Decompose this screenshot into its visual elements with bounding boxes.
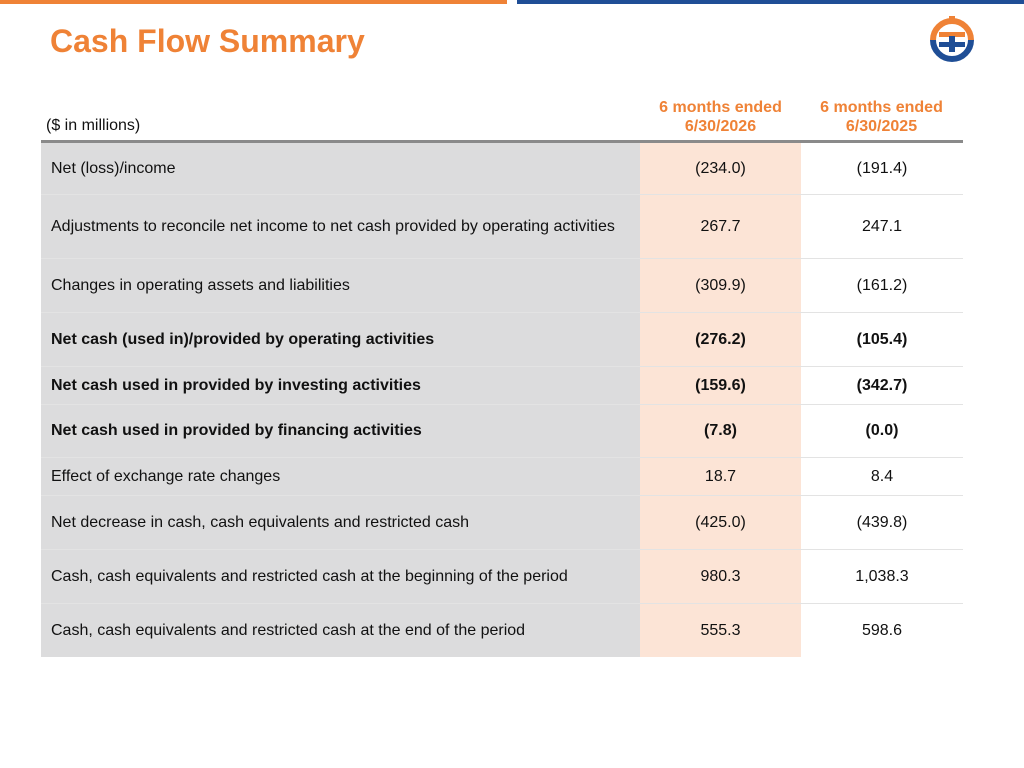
value-2025: 598.6 [801, 604, 963, 657]
table-row-subtotal [41, 405, 963, 458]
column-header-2026-line1: 6 months ended [659, 99, 782, 116]
top-accent-bar-orange [0, 0, 507, 4]
table-row [41, 195, 963, 259]
value-2026: 980.3 [640, 550, 801, 603]
table-row [41, 550, 963, 604]
row-label: Net cash (used in)/provided by operating activities [41, 313, 640, 366]
value-2026: (425.0) [640, 496, 801, 549]
table-row [41, 604, 963, 657]
value-2026: 267.7 [640, 195, 801, 258]
table-row-subtotal [41, 313, 963, 367]
row-label: Cash, cash equivalents and restricted cash at the beginning of the period [41, 550, 640, 603]
value-2025: (0.0) [801, 405, 963, 457]
value-2025: (161.2) [801, 259, 963, 312]
page-title: Cash Flow Summary [50, 23, 365, 59]
column-header-2026 [640, 98, 801, 136]
column-header-2025-line1: 6 months ended [820, 99, 943, 116]
value-2026: (234.0) [640, 143, 801, 194]
table-row [41, 496, 963, 550]
value-2025: (439.8) [801, 496, 963, 549]
value-2025: 247.1 [801, 195, 963, 258]
column-header-2025-line2: 6/30/2025 [845, 118, 918, 135]
value-2026: 18.7 [640, 458, 801, 495]
value-2026: (7.8) [640, 405, 801, 457]
row-label: Net (loss)/income [41, 143, 640, 194]
top-accent-bar-blue [517, 0, 1024, 4]
cash-flow-table [41, 143, 963, 657]
column-header-2025 [801, 98, 962, 136]
value-2025: (105.4) [801, 313, 963, 366]
row-label: Adjustments to reconcile net income to net cash provided by operating activities [41, 195, 640, 258]
value-2025: 8.4 [801, 458, 963, 495]
company-logo-icon [928, 14, 976, 62]
table-row [41, 458, 963, 496]
table-row [41, 259, 963, 313]
value-2026: (276.2) [640, 313, 801, 366]
value-2025: (191.4) [801, 143, 963, 194]
value-2026: 555.3 [640, 604, 801, 657]
row-label: Net cash used in provided by financing activities [41, 405, 640, 457]
table-row [41, 143, 963, 195]
row-label: Effect of exchange rate changes [41, 458, 640, 495]
row-label: Changes in operating assets and liabilities [41, 259, 640, 312]
value-2025: (342.7) [801, 367, 963, 404]
row-label: Cash, cash equivalents and restricted cash at the end of the period [41, 604, 640, 657]
row-label: Net cash used in provided by investing activities [41, 367, 640, 404]
value-2025: 1,038.3 [801, 550, 963, 603]
row-label: Net decrease in cash, cash equivalents and restricted cash [41, 496, 640, 549]
table-row-subtotal [41, 367, 963, 405]
column-header-2026-line2: 6/30/2026 [684, 118, 757, 135]
value-2026: (159.6) [640, 367, 801, 404]
units-label: ($ in millions) [46, 117, 141, 134]
value-2026: (309.9) [640, 259, 801, 312]
